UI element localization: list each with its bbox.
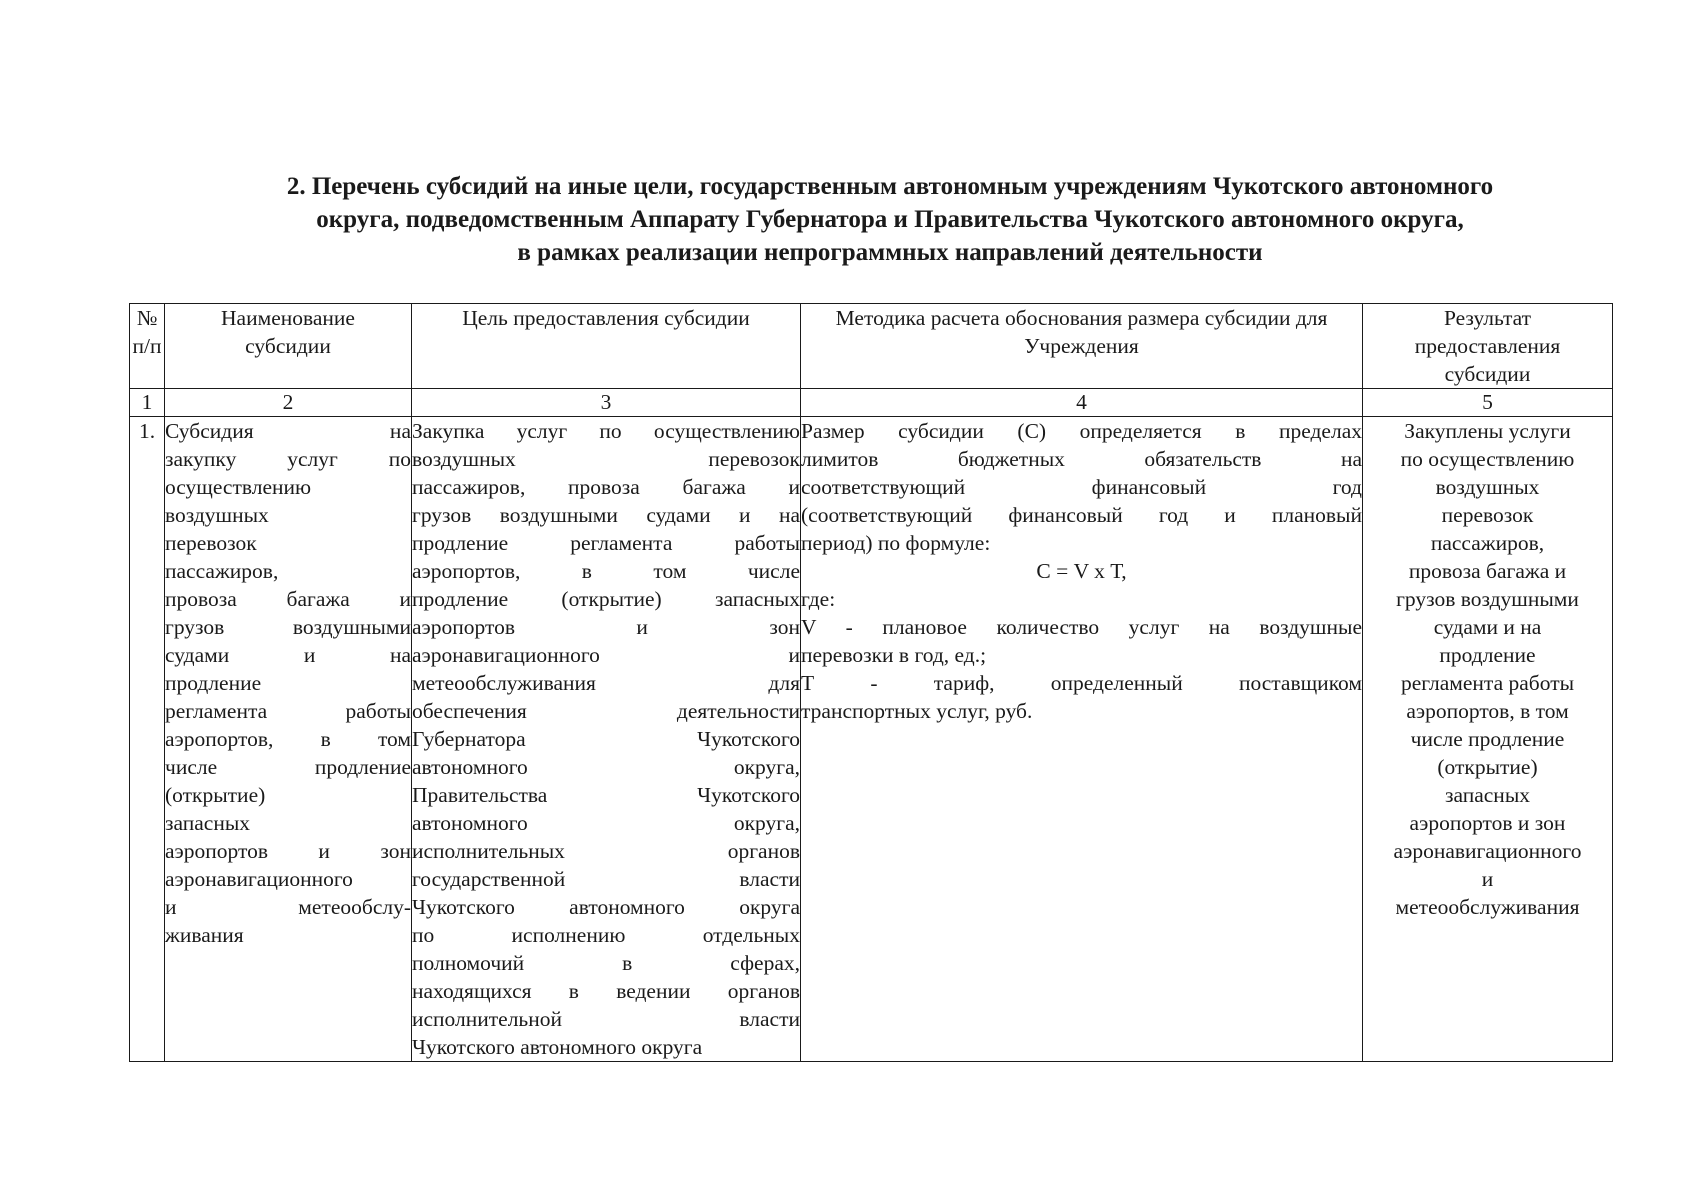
- cell-line: продление: [1439, 643, 1536, 667]
- calculation-method-cell: [801, 417, 1363, 1062]
- cell-line: судами и на: [1433, 615, 1542, 639]
- cell-line: исполнительной власти: [412, 1007, 800, 1031]
- header-text: субсидии: [1444, 362, 1531, 386]
- cell-line: перевозок: [165, 531, 257, 555]
- header-text: Наименование: [221, 306, 355, 330]
- title-line: округа, подведомственным Аппарату Губернатора и Правительства Чукотского автономного округа,: [316, 206, 1464, 233]
- cell-line: Чукотского автономного округа: [412, 1035, 703, 1059]
- title-line: 2. Перечень субсидий на иные цели, государственным автономным учреждениям Чукотского автономного: [286, 173, 1494, 200]
- cell-line: (соответствующий финансовый год и плановый: [801, 503, 1362, 527]
- cell-line: пассажиров, провоза багажа и: [412, 475, 800, 499]
- header-number: [130, 304, 165, 389]
- cell-line: грузов воздушными: [1396, 587, 1579, 611]
- column-number: 3: [412, 389, 801, 417]
- cell-line: аэронавигационного и: [412, 643, 800, 667]
- cell-line: аэропортов, в том: [165, 727, 411, 751]
- cell-line: (открытие): [1437, 755, 1538, 779]
- cell-line: по осуществлению: [1400, 447, 1575, 471]
- cell-line: обеспечения деятельности: [412, 699, 800, 723]
- cell-line: воздушных: [165, 503, 269, 527]
- cell-line: судами и на: [165, 643, 411, 667]
- cell-line: V - плановое количество услуг на воздушные: [801, 615, 1362, 639]
- column-number: 5: [1363, 389, 1613, 417]
- cell-line: метеообслуживания: [1395, 895, 1580, 919]
- cell-line: автономного округа,: [412, 811, 800, 835]
- header-text: Учреждения: [1024, 334, 1139, 358]
- column-number: 4: [801, 389, 1363, 417]
- header-text: п/п: [132, 334, 162, 358]
- header-result: [1363, 304, 1613, 389]
- cell-line: числе продление: [1410, 727, 1565, 751]
- cell-line: грузов воздушными судами и на: [412, 503, 800, 527]
- cell-line: где:: [801, 587, 836, 611]
- cell-line: числе продление: [165, 755, 411, 779]
- cell-line: аэропортов и зон: [1409, 811, 1566, 835]
- cell-line: соответствующий финансовый год: [801, 475, 1362, 499]
- cell-line: и: [1481, 867, 1494, 891]
- cell-line: находящихся в ведении органов: [412, 979, 800, 1003]
- cell-line: перевозки в год, ед.;: [801, 643, 987, 667]
- cell-line: продление: [165, 671, 262, 695]
- column-number-row: [130, 389, 1613, 417]
- cell-line: автономного округа,: [412, 755, 800, 779]
- page-title: [130, 170, 1650, 269]
- cell-line: закупку услуг по: [165, 447, 411, 471]
- cell-line: Чукотского автономного округа: [412, 895, 800, 919]
- result-cell: [1363, 417, 1613, 1062]
- header-text: №: [136, 306, 158, 330]
- cell-line: регламента работы: [165, 699, 411, 723]
- cell-line: провоза багажа и: [1408, 559, 1567, 583]
- header-text: Методика расчета обоснования размера субсидии для: [835, 306, 1328, 330]
- cell-line: пассажиров,: [165, 559, 279, 583]
- cell-line: продление регламента работы: [412, 531, 800, 555]
- subsidy-table: [129, 303, 1613, 1062]
- cell-line: по исполнению отдельных: [412, 923, 800, 947]
- cell-line: запасных: [165, 811, 251, 835]
- formula: С = V х Т,: [1036, 559, 1127, 583]
- cell-line: аэронавигационного: [165, 867, 353, 891]
- cell-line: период) по формуле:: [801, 531, 991, 555]
- cell-line: Т - тариф, определенный поставщиком: [801, 671, 1362, 695]
- cell-line: аэропортов и зон: [412, 615, 800, 639]
- title-line: в рамках реализации непрограммных направлений деятельности: [517, 239, 1263, 266]
- cell-line: пассажиров,: [1430, 531, 1545, 555]
- cell-line: аэропортов, в том числе: [412, 559, 800, 583]
- cell-line: аэронавигационного: [1393, 839, 1582, 863]
- header-text: Результат: [1443, 306, 1532, 330]
- header-text: субсидии: [245, 334, 331, 358]
- column-number: 1: [130, 389, 165, 417]
- cell-line: Закуплены услуги: [1404, 419, 1571, 443]
- cell-line: Губернатора Чукотского: [412, 727, 800, 751]
- cell-line: аэропортов и зон: [165, 839, 411, 863]
- cell-line: транспортных услуг, руб.: [801, 699, 1033, 723]
- column-number: 2: [165, 389, 412, 417]
- subsidy-name-cell: [165, 417, 412, 1062]
- header-text: предоставления: [1414, 334, 1561, 358]
- cell-line: государственной власти: [412, 867, 800, 891]
- table-header-row: [130, 304, 1613, 389]
- cell-line: провоза багажа и: [165, 587, 411, 611]
- table-row: [130, 417, 1613, 1062]
- cell-line: лимитов бюджетных обязательств на: [801, 447, 1362, 471]
- cell-line: осуществлению: [165, 475, 312, 499]
- cell-line: регламента работы: [1400, 671, 1575, 695]
- header-subsidy-goal: [412, 304, 801, 389]
- subsidy-goal-cell: [412, 417, 801, 1062]
- cell-line: грузов воздушными: [165, 615, 411, 639]
- cell-line: Размер субсидии (С) определяется в пределах: [801, 419, 1362, 443]
- cell-line: полномочий в сферах,: [412, 951, 800, 975]
- cell-line: Субсидия на: [165, 419, 411, 443]
- cell-line: продление (открытие) запасных: [412, 587, 800, 611]
- cell-line: живания: [165, 923, 244, 947]
- cell-line: и метеообслу-: [165, 895, 411, 919]
- cell-line: воздушных перевозок: [412, 447, 800, 471]
- cell-line: перевозок: [1441, 503, 1534, 527]
- row-number: 1.: [130, 417, 165, 1062]
- cell-line: Правительства Чукотского: [412, 783, 800, 807]
- cell-line: запасных: [1444, 783, 1531, 807]
- cell-line: аэропортов, в том: [1406, 699, 1569, 723]
- cell-line: Закупка услуг по осуществлению: [412, 419, 800, 443]
- cell-line: воздушных: [1435, 475, 1540, 499]
- cell-line: метеообслуживания для: [412, 671, 800, 695]
- header-text: Цель предоставления субсидии: [462, 306, 750, 330]
- header-subsidy-name: [165, 304, 412, 389]
- cell-line: (открытие): [165, 783, 266, 807]
- cell-line: исполнительных органов: [412, 839, 800, 863]
- header-calculation-method: [801, 304, 1363, 389]
